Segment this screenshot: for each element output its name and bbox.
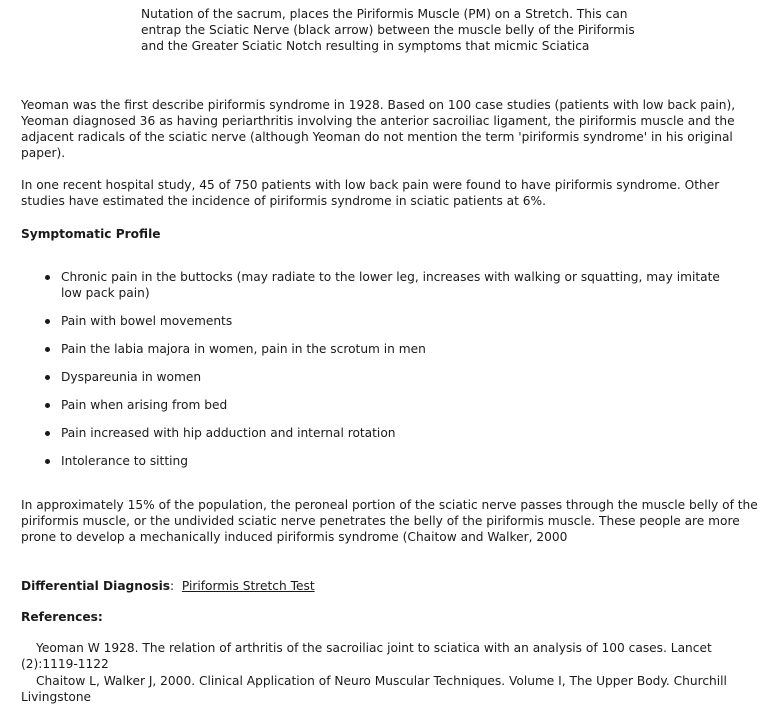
differential-diagnosis-line bbox=[21, 578, 766, 594]
differential-diagnosis-label: Differential Diagnosis bbox=[21, 579, 171, 593]
list-item bbox=[0, 453, 741, 469]
bullet-icon bbox=[45, 431, 50, 436]
list-item bbox=[0, 425, 741, 441]
symptomatic-profile-heading: Symptomatic Profile bbox=[21, 227, 161, 241]
symptom-list bbox=[0, 269, 777, 481]
symptom-text: Pain with bowel movements bbox=[61, 314, 233, 328]
bullet-icon bbox=[45, 459, 50, 464]
bullet-icon bbox=[45, 275, 50, 280]
bullet-icon bbox=[45, 319, 50, 324]
piriformis-stretch-test-link[interactable]: Piriformis Stretch Test bbox=[181, 579, 315, 593]
reference-item bbox=[21, 673, 766, 705]
bullet-icon bbox=[45, 403, 50, 408]
references-heading: References: bbox=[21, 610, 103, 624]
bullet-icon bbox=[45, 375, 50, 380]
reference-text: Chaitow L, Walker J, 2000. Clinical Application of Neuro Muscular Techniques. Volume I, The Upper Body. Churchill Livingstone bbox=[21, 674, 727, 704]
history-paragraph: Yeoman was the first describe piriformis syndrome in 1928. Based on 100 case studies (patients with low back pain), Yeoman diagnosed 36 as having periarthritis involving the anterior sacroiliac ligament, the piriformis muscle and the adjacent radicals of the sciatic nerve (although Yeoman do not mention the term 'piriformis syndrome' in his original paper). bbox=[21, 98, 736, 160]
list-item bbox=[0, 269, 741, 301]
list-item bbox=[0, 369, 741, 385]
symptom-text: Pain when arising from bed bbox=[61, 398, 228, 412]
list-item bbox=[0, 397, 741, 413]
bullet-icon bbox=[45, 347, 50, 352]
anatomy-paragraph: In approximately 15% of the population, the peroneal portion of the sciatic nerve passes through the muscle belly of the piriformis muscle, or the undivided sciatic nerve penetrates the belly of the piriformis muscle. These people are more prone to develop a mechanically induced piriformis syndrome (Chaitow and Walker, 2000 bbox=[21, 498, 758, 544]
differential-separator: : bbox=[170, 579, 175, 593]
symptom-text: Chronic pain in the buttocks (may radiate to the lower leg, increases with walking or squatting, may imitate low pack pain) bbox=[61, 270, 720, 300]
symptom-text: Intolerance to sitting bbox=[61, 454, 188, 468]
symptom-text: Dyspareunia in women bbox=[61, 370, 202, 384]
reference-text: Yeoman W 1928. The relation of arthritis of the sacroiliac joint to sciatica with an analysis of 100 cases. Lancet (2):1119-1122 bbox=[21, 641, 712, 671]
incidence-paragraph: In one recent hospital study, 45 of 750 patients with low back pain were found to have piriformis syndrome. Other studies have estimated the incidence of piriformis syndrome in sciatic patients at 6%. bbox=[21, 178, 720, 208]
list-item bbox=[0, 313, 741, 329]
figure-caption: Nutation of the sacrum, places the Piriformis Muscle (PM) on a Stretch. This can entrap the Sciatic Nerve (black arrow) between the muscle belly of the Piriformis and the Greater Sciatic Notch resulting in symptoms that micmic Sciatica bbox=[141, 7, 635, 53]
reference-item bbox=[21, 640, 766, 672]
symptom-text: Pain the labia majora in women, pain in the scrotum in men bbox=[61, 342, 426, 356]
list-item bbox=[0, 341, 741, 357]
symptom-text: Pain increased with hip adduction and internal rotation bbox=[61, 426, 396, 440]
